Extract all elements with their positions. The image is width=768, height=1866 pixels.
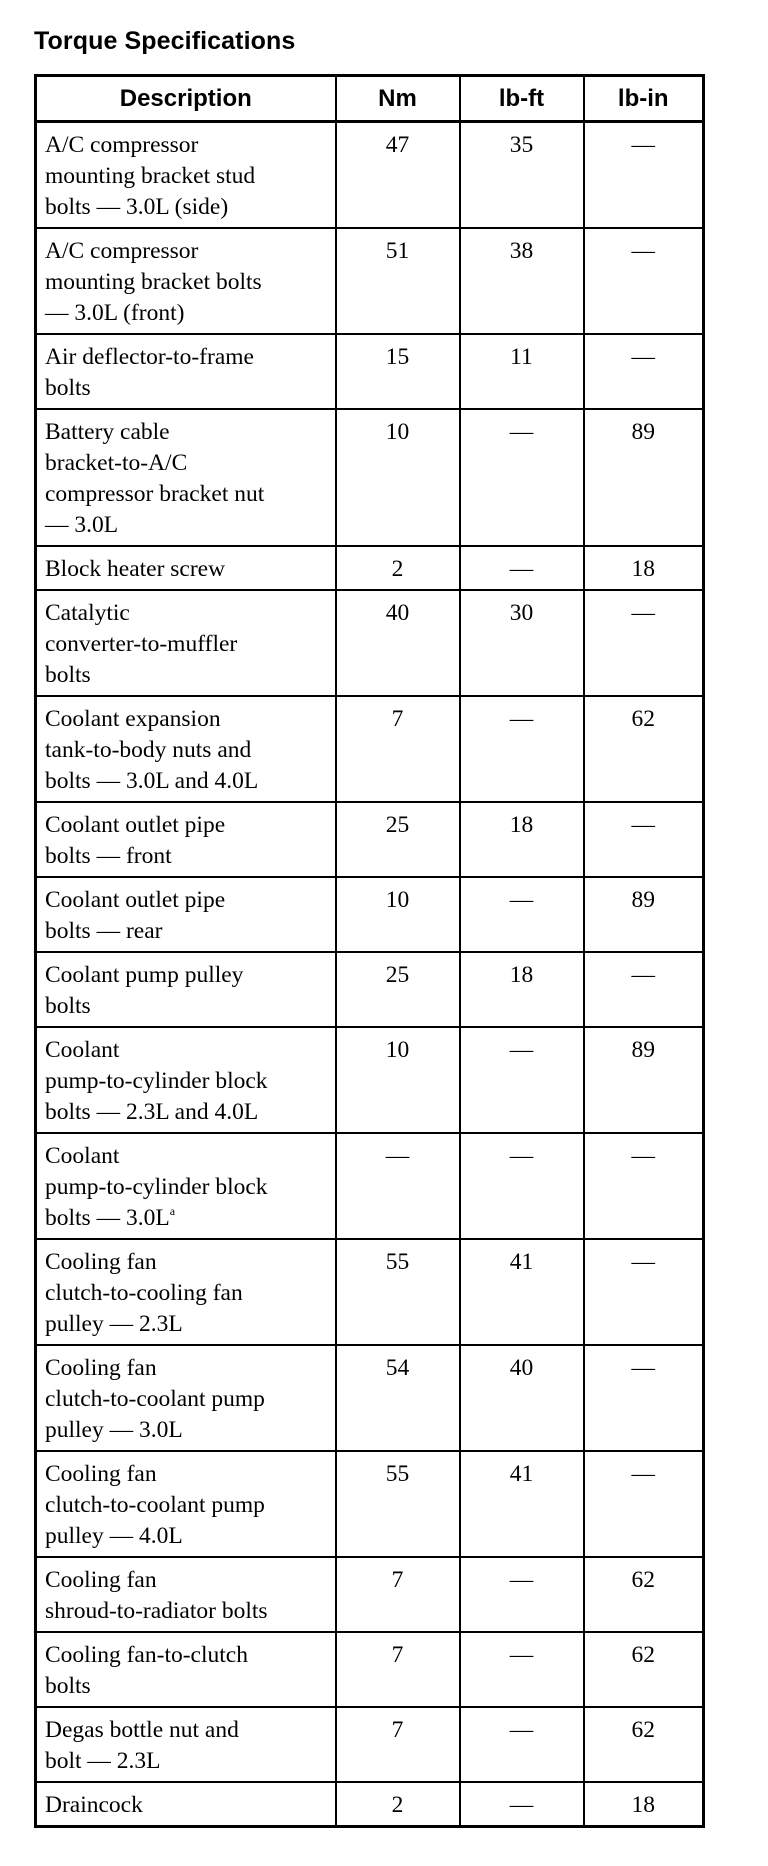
cell-nm: 7: [336, 1557, 460, 1632]
column-header-lb-in: lb-in: [584, 76, 704, 122]
cell-lb-in: —: [584, 334, 704, 409]
cell-nm: 7: [336, 1632, 460, 1707]
table-row: [36, 1239, 704, 1345]
table-row: [36, 1557, 704, 1632]
cell-description: [36, 952, 336, 1027]
cell-nm: 7: [336, 696, 460, 802]
cell-description: [36, 1632, 336, 1707]
cell-description: [36, 546, 336, 590]
cell-lb-in: —: [584, 228, 704, 334]
cell-lb-in: —: [584, 1133, 704, 1239]
cell-lb-in: 18: [584, 1782, 704, 1827]
cell-description: [36, 1027, 336, 1133]
cell-lb-in: —: [584, 590, 704, 696]
table-row: [36, 1782, 704, 1827]
cell-nm: 10: [336, 877, 460, 952]
cell-description: [36, 1345, 336, 1451]
cell-nm: 51: [336, 228, 460, 334]
table-row: [36, 1133, 704, 1239]
table-row: [36, 952, 704, 1027]
cell-nm: 2: [336, 1782, 460, 1827]
cell-lb-ft: —: [460, 409, 584, 546]
description-text: A/C compressor mounting bracket stud bolts — 3.0L (side): [45, 132, 256, 220]
cell-nm: 47: [336, 122, 460, 229]
cell-lb-in: 62: [584, 1557, 704, 1632]
description-text: Block heater screw: [45, 556, 226, 582]
cell-lb-ft: —: [460, 1707, 584, 1782]
description-text: Cooling fan clutch-to-cooling fan pulley — 2.3L: [45, 1249, 243, 1337]
description-text: Air deflector-to-frame bolts: [45, 344, 254, 401]
table-row: [36, 1345, 704, 1451]
cell-nm: 55: [336, 1451, 460, 1557]
table-row: [36, 1451, 704, 1557]
cell-lb-in: 89: [584, 409, 704, 546]
column-header-lb-ft: lb-ft: [460, 76, 584, 122]
cell-lb-ft: —: [460, 877, 584, 952]
description-text: Coolant expansion tank-to-body nuts and bolts — 3.0L and 4.0L: [45, 706, 259, 794]
cell-description: [36, 1707, 336, 1782]
description-text: Catalytic converter-to-muffler bolts: [45, 600, 238, 688]
cell-nm: 40: [336, 590, 460, 696]
column-header-description: Description: [36, 76, 336, 122]
cell-nm: 25: [336, 952, 460, 1027]
cell-lb-ft: 30: [460, 590, 584, 696]
cell-nm: 25: [336, 802, 460, 877]
cell-nm: 10: [336, 1027, 460, 1133]
cell-lb-ft: 18: [460, 802, 584, 877]
cell-description: [36, 334, 336, 409]
cell-description: [36, 1451, 336, 1557]
table-row: [36, 590, 704, 696]
cell-lb-in: 62: [584, 696, 704, 802]
torque-spec-table: [34, 74, 705, 1828]
cell-lb-ft: —: [460, 1027, 584, 1133]
cell-description: [36, 802, 336, 877]
cell-lb-in: 62: [584, 1707, 704, 1782]
cell-nm: 7: [336, 1707, 460, 1782]
cell-lb-in: —: [584, 802, 704, 877]
cell-lb-in: 89: [584, 877, 704, 952]
cell-lb-in: —: [584, 1451, 704, 1557]
table-row: [36, 1632, 704, 1707]
table-row: [36, 1707, 704, 1782]
table-row: [36, 696, 704, 802]
cell-nm: 54: [336, 1345, 460, 1451]
cell-description: [36, 122, 336, 229]
cell-lb-in: 89: [584, 1027, 704, 1133]
description-text: Coolant outlet pipe bolts — front: [45, 812, 226, 869]
cell-lb-ft: 38: [460, 228, 584, 334]
cell-lb-ft: 41: [460, 1451, 584, 1557]
description-text: Coolant pump-to-cylinder block bolts — 2.3L and 4.0L: [45, 1037, 268, 1125]
cell-lb-in: 18: [584, 546, 704, 590]
cell-nm: 10: [336, 409, 460, 546]
cell-description: [36, 590, 336, 696]
cell-nm: 15: [336, 334, 460, 409]
cell-lb-in: 62: [584, 1632, 704, 1707]
cell-lb-ft: —: [460, 546, 584, 590]
description-text: Cooling fan-to-clutch bolts: [45, 1642, 248, 1699]
cell-lb-ft: 41: [460, 1239, 584, 1345]
column-header-nm: Nm: [336, 76, 460, 122]
table-row: [36, 409, 704, 546]
page-title: Torque Specifications: [34, 27, 296, 55]
cell-lb-ft: 18: [460, 952, 584, 1027]
cell-description: [36, 1557, 336, 1632]
cell-lb-ft: 11: [460, 334, 584, 409]
cell-lb-ft: 40: [460, 1345, 584, 1451]
cell-lb-ft: —: [460, 696, 584, 802]
description-text: Cooling fan shroud-to-radiator bolts: [45, 1567, 268, 1624]
description-text: Cooling fan clutch-to-coolant pump pulley — 4.0L: [45, 1461, 265, 1549]
cell-lb-ft: —: [460, 1782, 584, 1827]
table-row: [36, 877, 704, 952]
cell-description: [36, 1133, 336, 1239]
table-body: [36, 122, 704, 1827]
table-row: [36, 1027, 704, 1133]
cell-lb-ft: —: [460, 1557, 584, 1632]
cell-description: [36, 1239, 336, 1345]
cell-lb-in: —: [584, 1239, 704, 1345]
description-text: Cooling fan clutch-to-coolant pump pulley — 3.0L: [45, 1355, 265, 1443]
description-text: A/C compressor mounting bracket bolts — 3.0L (front): [45, 238, 262, 326]
description-text: Coolant pump pulley bolts: [45, 962, 244, 1019]
cell-description: [36, 877, 336, 952]
description-text: Coolant outlet pipe bolts — rear: [45, 887, 226, 944]
cell-lb-in: —: [584, 1345, 704, 1451]
cell-lb-in: —: [584, 952, 704, 1027]
description-text: Degas bottle nut and bolt — 2.3L: [45, 1717, 239, 1774]
cell-nm: 2: [336, 546, 460, 590]
table-header-row: [36, 76, 704, 122]
table-row: [36, 334, 704, 409]
cell-lb-ft: —: [460, 1632, 584, 1707]
cell-lb-ft: —: [460, 1133, 584, 1239]
cell-nm: —: [336, 1133, 460, 1239]
footnote-marker: a: [169, 1204, 176, 1218]
cell-description: [36, 228, 336, 334]
cell-nm: 55: [336, 1239, 460, 1345]
cell-description: [36, 696, 336, 802]
cell-description: [36, 1782, 336, 1827]
cell-description: [36, 409, 336, 546]
table-row: [36, 228, 704, 334]
cell-lb-ft: 35: [460, 122, 584, 229]
description-text: Coolant pump-to-cylinder block bolts — 3.0L$^a$: [45, 1143, 268, 1231]
table-row: [36, 122, 704, 229]
table-row: [36, 802, 704, 877]
table-row: [36, 546, 704, 590]
description-text: Battery cable bracket-to-A/C compressor bracket nut — 3.0L: [45, 419, 265, 538]
cell-lb-in: —: [584, 122, 704, 229]
description-text: Draincock: [45, 1792, 143, 1818]
